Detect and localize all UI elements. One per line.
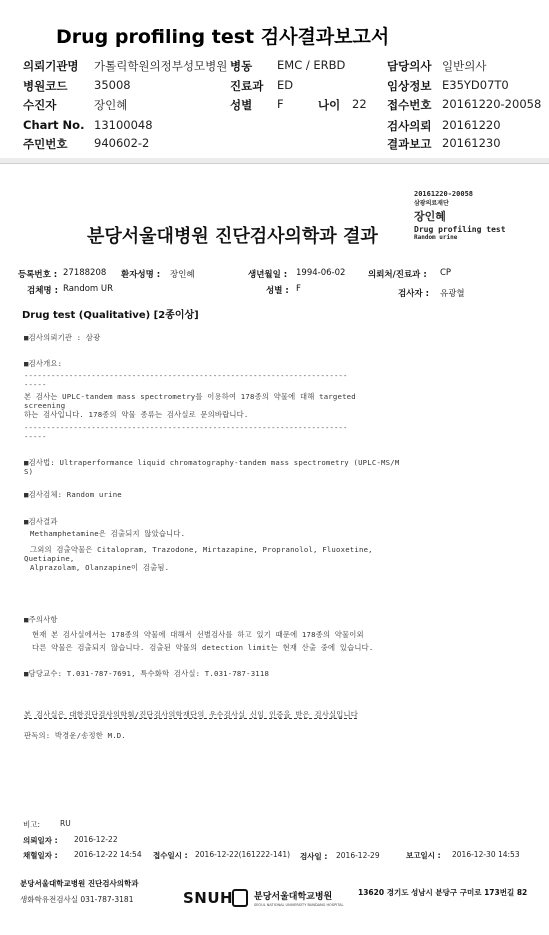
specimen-label-sticker: [414, 190, 506, 240]
dashed-rule: -----: [24, 380, 47, 389]
contact-line: ■담당교수: T.031-787-7691, 특수화학 검사실: T.031-787-3118: [24, 669, 270, 678]
value-report-time: 2016-12-30 14:53: [452, 850, 520, 859]
value-request-date: 2016-12-22: [74, 835, 118, 844]
result-line: Alprazolam, Olanzapine이 검출됨.: [30, 563, 170, 572]
label-accession: 접수번호: [387, 98, 432, 112]
label-doctor: 담당의사: [387, 59, 432, 73]
label-note: 비고:: [23, 820, 41, 829]
label-report-time: 보고일시 :: [406, 851, 441, 860]
logo-emblem-icon: [232, 889, 248, 907]
test-name: Drug test (Qualitative) [2종이상]: [22, 310, 199, 321]
value-examiner: 유광혈: [440, 289, 465, 299]
value-patient-name: 장인혜: [170, 270, 195, 280]
value-requesting-org: 가톨릭학원의정부성모병원: [94, 59, 228, 73]
label-report-date: 결과보고: [387, 137, 432, 151]
label-department: 진료과: [230, 79, 264, 93]
overview-line: screening: [24, 401, 66, 410]
sticker-specimen: Random urine: [414, 234, 458, 240]
label-clinical-info: 임상정보: [387, 79, 432, 93]
dashed-rule: -----: [24, 432, 47, 441]
label-report-sex: 성별 :: [266, 286, 289, 296]
label-ordering-dept: 의뢰처/진료과 :: [368, 270, 427, 280]
result-line: Methamphetamine은 검출되지 않았습니다.: [30, 529, 186, 538]
value-collect-date: 2016-12-22 14:54: [74, 850, 142, 859]
value-ward: EMC / ERBD: [277, 58, 346, 72]
sticker-test: Drug profiling test: [414, 225, 506, 234]
value-request-date: 20161220: [442, 118, 501, 132]
label-requesting-org: 의뢰기관명: [23, 59, 79, 73]
value-clinical-info: E35YD07T0: [442, 78, 509, 92]
label-request-date: 의뢰일자 :: [23, 836, 58, 845]
lab-department-name: 분당서울대학교병원 진단검사의학과: [20, 879, 139, 888]
method-line: S): [24, 467, 34, 476]
value-ordering-dept: CP: [440, 268, 452, 278]
value-specimen: Random UR: [63, 284, 114, 294]
label-dob: 생년월일 :: [248, 270, 288, 280]
value-doctor: 일반의사: [442, 59, 487, 73]
label-patient: 수진자: [23, 98, 57, 112]
value-hospital-code: 35008: [94, 78, 131, 92]
dashed-rule: ------------------------------------------------------------------------: [24, 423, 348, 432]
caution-heading: ■주의사항: [24, 615, 58, 624]
overview-heading: ■검사개요:: [24, 359, 63, 368]
requesting-lab-line: ■검사의뢰기관 : 삼광: [24, 333, 101, 342]
logo-english-name: SEOUL NATIONAL UNIVERSITY BUNDANG HOSPITAL: [254, 903, 344, 907]
value-received: 2016-12-22(161222-141): [195, 850, 291, 859]
caution-line: 다른 약물은 검출되지 않습니다. 검출된 약물의 detection limit는 현재 산출 중에 있습니다.: [32, 643, 374, 652]
overview-line: 본 검사는 UPLC-tandem mass spectrometry를 이용하여 178종의 약물에 대해 targeted: [24, 392, 356, 401]
label-resident-no: 주민번호: [23, 137, 68, 151]
value-department: ED: [277, 78, 294, 92]
hospital-address: 13620 경기도 성남시 분당구 구미로 173번길 82: [358, 888, 528, 897]
dashed-rule: ------------------------------------------------------------------------: [24, 371, 348, 380]
caution-line: 현재 본 검사실에서는 178종의 약물에 대해서 선별검사를 하고 있기 때문에 178종의 약물이외: [32, 630, 364, 639]
label-reg-no: 등록번호 :: [18, 270, 58, 280]
label-request-date: 검사의뢰: [387, 119, 432, 133]
certification-line: 본 검사실은 대한진단검사의학회/진단검사의학재단의 우수검사실 신임 인증을 받은 검사실입니다: [24, 710, 358, 719]
value-age: 22: [352, 97, 367, 111]
value-patient: 장인혜: [94, 98, 128, 112]
label-age: 나이: [318, 98, 341, 112]
label-received: 접수일시 :: [153, 851, 188, 860]
sticker-patient: 장인혜: [414, 210, 446, 223]
result-line: 그외의 검출약물은 Citalopram, Trazodone, Mirtazapine, Propranolol, Fluoxetine,: [30, 545, 373, 554]
value-note: RU: [60, 819, 71, 828]
value-report-date: 20161230: [442, 136, 501, 150]
label-chart-no: Chart No.: [23, 118, 85, 132]
label-patient-name: 환자성명 :: [121, 270, 161, 280]
lab-phone: 생화학유전검사실 031-787-3181: [20, 895, 134, 904]
report-summary-header: [0, 0, 549, 165]
sticker-accession: 20161220-20058: [414, 190, 474, 198]
method-line: ■검사법: Ultraperformance liquid chromatography-tandem mass spectrometry (UPLC-MS/M: [24, 458, 400, 467]
logo-wordmark: SNUH: [183, 889, 234, 907]
reader-line: 판독의: 박경운/송정한 M.D.: [24, 731, 126, 740]
label-specimen: 검체명 :: [27, 286, 58, 296]
section-divider: [0, 158, 549, 164]
value-report-sex: F: [296, 284, 301, 294]
value-resident-no: 940602-2: [94, 136, 150, 150]
label-sex: 성별: [230, 98, 253, 112]
result-heading: ■검사결과: [24, 517, 58, 526]
value-accession: 20161220-20058: [442, 97, 542, 111]
label-hospital-code: 병원코드: [23, 79, 68, 93]
value-dob: 1994-06-02: [296, 268, 346, 278]
result-line: Quetiapine,: [24, 554, 75, 563]
sticker-lab: 삼광의료재단: [414, 200, 449, 207]
value-reg-no: 27188208: [63, 268, 107, 278]
label-collect-date: 채혈일자 :: [23, 851, 58, 860]
logo-korean-name: 분당서울대학교병원: [254, 892, 333, 902]
value-exam-date: 2016-12-29: [336, 851, 380, 860]
report-title: 분당서울대병원 진단검사의학과 결과: [87, 226, 378, 247]
value-chart-no: 13100048: [94, 118, 153, 132]
header-title: Drug profiling test 검사결과보고서: [56, 26, 390, 48]
label-ward: 병동: [230, 59, 253, 73]
specimen-line: ■검사검체: Random urine: [24, 490, 122, 499]
value-sex: F: [277, 97, 284, 111]
overview-line: 하는 검사입니다. 178종의 약물 종류는 검사실로 문의바랍니다.: [24, 410, 249, 419]
hospital-logo: [183, 889, 233, 907]
label-examiner: 검사자 :: [398, 289, 429, 299]
label-exam-date: 검사일 :: [300, 852, 328, 861]
